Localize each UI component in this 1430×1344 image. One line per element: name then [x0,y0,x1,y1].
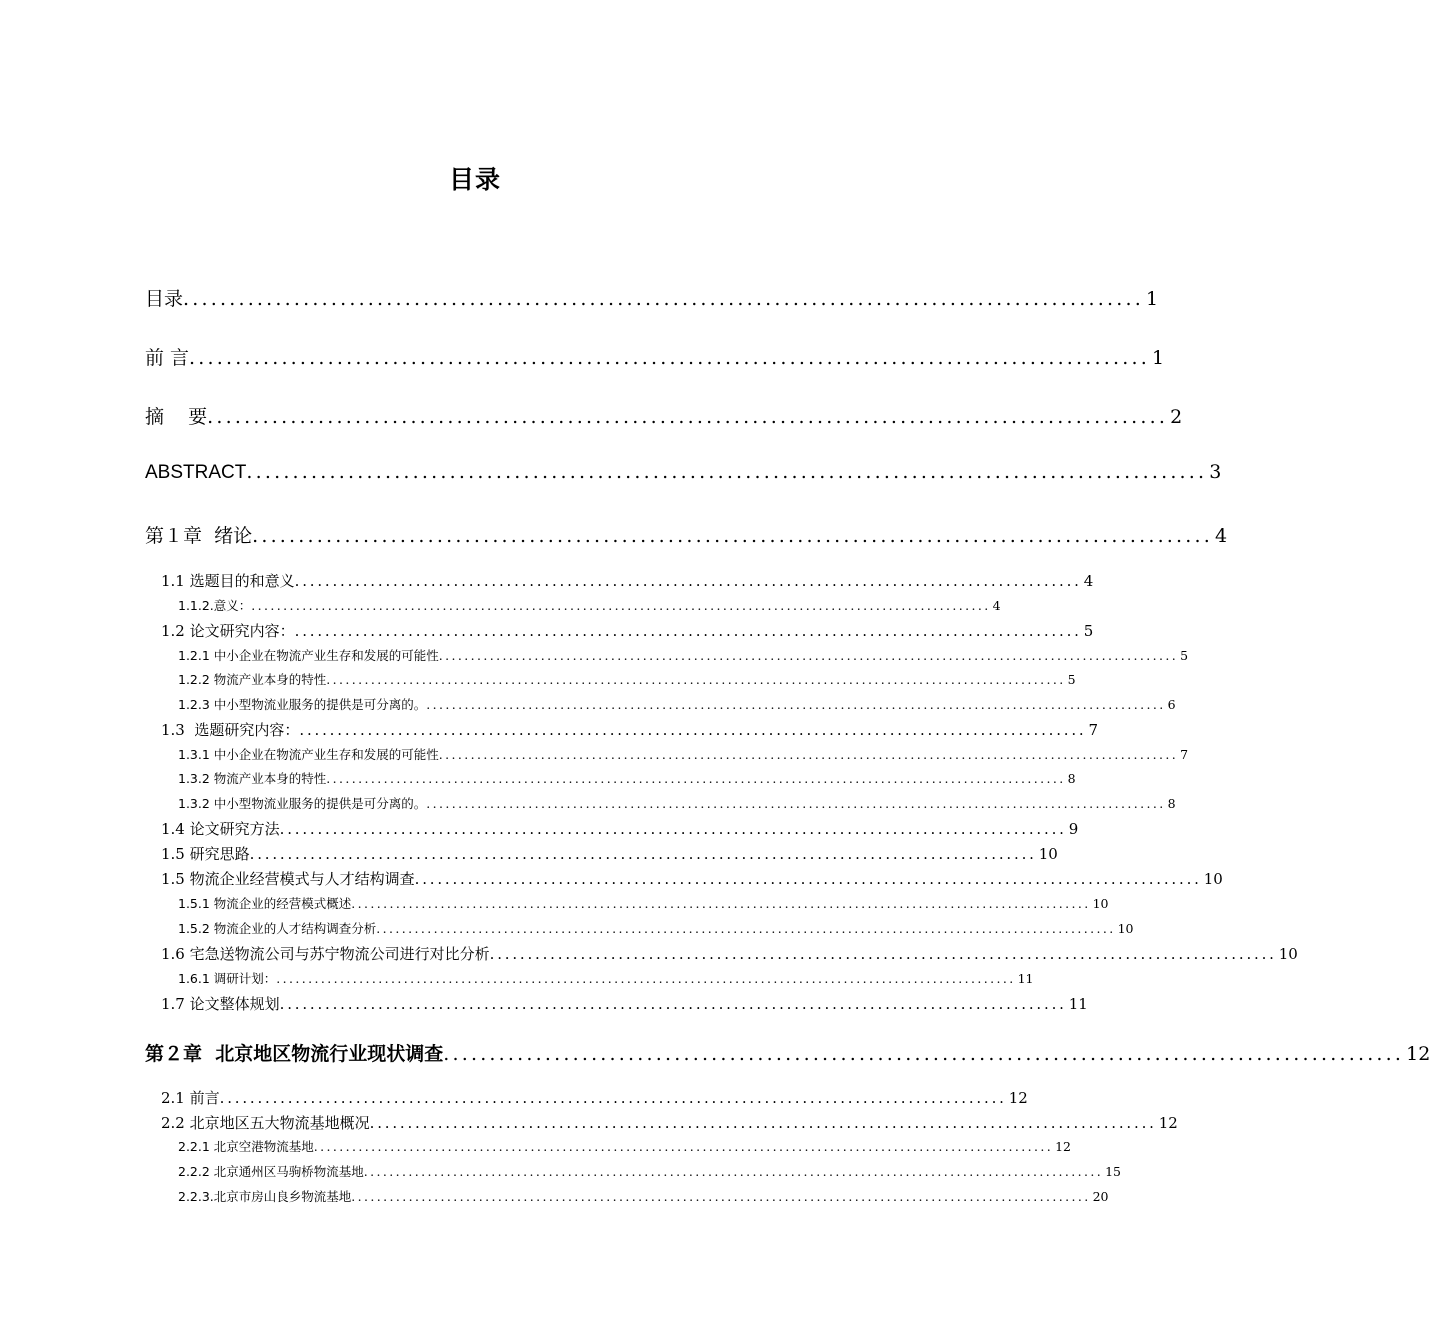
toc-entry-label: 1.2 论文研究内容： [161,622,295,640]
toc-entry-2-2-1[interactable] [178,1137,1071,1155]
toc-entry-label: 2.1 前言 [161,1089,220,1107]
toc-leader: ........................................................................................................ [294,622,1082,640]
toc-page-number: 7 [1180,747,1189,762]
toc-page-number: 12 [1406,1043,1430,1065]
toc-page-number: 8 [1067,771,1076,786]
toc-entry-1-2[interactable] [161,620,1094,641]
toc-leader: ........................................................................................................ [249,845,1037,863]
toc-entry-label: 1.3.2 中小型物流业服务的提供是可分离的。 [178,796,427,811]
toc-entry-label: 1.3.2 物流产业本身的特性 [178,771,327,786]
toc-page-number: 11 [1068,995,1088,1013]
toc-entry-preface[interactable] [145,343,1165,370]
toc-entry-1-3-1[interactable] [178,745,1189,763]
toc-entry-1-5a[interactable] [161,843,1058,864]
toc-entry-label: 前 言 [145,347,190,369]
toc-entry-label: 2.2.3.北京市房山良乡物流基地 [178,1189,352,1204]
toc-page-number: 10 [1278,945,1298,963]
toc-entry-label: 第１章 绪论 [145,525,253,547]
toc-page-number: 1 [1151,347,1165,369]
toc-entry-1-5b[interactable] [161,868,1223,889]
toc-leader: ........................................................................................................ [189,347,1150,369]
toc-entry-1-5-2[interactable] [178,919,1134,937]
toc-page-number: 4 [1215,525,1228,547]
toc-entry-1-2-1[interactable] [178,646,1189,664]
toc-entry-label: 1.3.1 中小企业在物流产业生存和发展的可能性 [178,747,439,762]
toc-entry-1-2-3[interactable] [178,695,1176,713]
toc-page-number: 2 [1170,406,1183,428]
toc-page-number: 10 [1203,870,1223,888]
toc-entry-label: 1.5 物流企业经营模式与人才结构调查 [161,870,415,888]
toc-page-number: 5 [1083,622,1094,640]
toc-entry-label: 1.5.2 物流企业的人才结构调查分析 [178,921,377,936]
toc-entry-label: 1.7 论文整体规划 [161,995,280,1013]
toc-leader: .................................................................................................................... [376,921,1116,936]
toc-entry-2-2-2[interactable] [178,1162,1121,1180]
toc-entry-label: 1.4 论文研究方法 [161,820,280,838]
toc-entry-label: ABSTRACT [145,462,247,483]
toc-leader: ........................................................................................................ [443,1043,1405,1065]
toc-entry-1-3-2a[interactable] [178,769,1076,787]
toc-leader: .................................................................................................................... [351,1189,1091,1204]
toc-leader: .................................................................................................................... [426,796,1166,811]
toc-entry-2-2[interactable] [161,1112,1178,1133]
toc-entry-label: 1.3 选题研究内容： [161,721,300,739]
toc-leader: ........................................................................................................ [299,721,1087,739]
toc-page-number: 5 [1180,648,1189,663]
toc-entry-1-2-2[interactable] [178,670,1076,688]
toc-page-number: 12 [1055,1139,1071,1154]
toc-entry-abstract-en[interactable] [145,461,1222,484]
toc-entry-abstract-cn[interactable] [145,402,1183,429]
toc-page-number: 8 [1167,796,1176,811]
toc-page-number: 15 [1105,1164,1121,1179]
toc-leader: .................................................................................................................... [351,896,1091,911]
toc-entry-contents[interactable] [145,284,1159,311]
toc-leader: ........................................................................................................ [246,461,1208,483]
toc-page-number: 4 [992,598,1001,613]
toc-leader: ........................................................................................................ [369,1114,1157,1132]
toc-leader: ........................................................................................................ [219,1089,1007,1107]
toc-entry-1-5-1[interactable] [178,894,1109,912]
toc-entry-2-2-3[interactable] [178,1187,1109,1205]
toc-leader: ........................................................................................................ [207,406,1169,428]
toc-leader: .................................................................................................................... [276,971,1016,986]
toc-leader: .................................................................................................................... [326,771,1066,786]
toc-page-number: 20 [1092,1189,1109,1204]
toc-page-number: 12 [1158,1114,1178,1132]
toc-leader: ........................................................................................................ [183,288,1144,310]
toc-entry-label: 摘 要 [145,406,208,428]
toc-page-number: 5 [1067,672,1076,687]
toc-page-number: 10 [1038,845,1058,863]
page-title: 目录 [448,165,501,194]
toc-leader: .................................................................................................................... [313,1139,1054,1154]
toc-page-number: 12 [1008,1089,1028,1107]
toc-entry-1-3[interactable] [161,719,1099,740]
toc-leader: ........................................................................................................ [252,525,1214,547]
toc-entry-label: 1.5.1 物流企业的经营模式概述 [178,896,352,911]
toc-leader: ........................................................................................................ [294,572,1082,590]
toc-leader: ........................................................................................................ [414,870,1202,888]
toc-page-number: 1 [1145,288,1159,310]
toc-leader: .................................................................................................................... [363,1164,1104,1179]
toc-entry-1-4[interactable] [161,818,1079,839]
toc-entry-label: 1.1.2.意义： [178,598,252,613]
toc-entry-label: 1.6 宅急送物流公司与苏宁物流公司进行对比分析 [161,945,490,963]
toc-entry-2-1[interactable] [161,1087,1028,1108]
toc-page-number: 7 [1088,721,1099,739]
toc-page-number: 6 [1167,697,1176,712]
toc-leader: ........................................................................................................ [279,820,1067,838]
toc-entry-label: 1.2.1 中小企业在物流产业生存和发展的可能性 [178,648,439,663]
toc-entry-label: 目录 [145,288,184,310]
toc-entry-1-6[interactable] [161,943,1298,964]
toc-leader: .................................................................................................................... [438,747,1179,762]
toc-leader: .................................................................................................................... [438,648,1179,663]
toc-leader: .................................................................................................................... [426,697,1166,712]
toc-entry-label: 1.5 研究思路 [161,845,250,863]
toc-entry-label: 1.1 选题目的和意义 [161,572,295,590]
toc-entry-label: 1.2.3 中小型物流业服务的提供是可分离的。 [178,697,427,712]
toc-leader: ........................................................................................................ [279,995,1067,1013]
toc-entry-label: 1.6.1 调研计划： [178,971,277,986]
toc-leader: .................................................................................................................... [251,598,991,613]
toc-entry-label: 1.2.2 物流产业本身的特性 [178,672,327,687]
toc-entry-1-1-2[interactable] [178,596,1001,614]
toc-entry-chapter-1[interactable] [145,521,1228,548]
toc-page-number: 3 [1209,461,1222,483]
toc-entry-label: 2.2 北京地区五大物流基地概况 [161,1114,370,1132]
toc-entry-1-6-1[interactable] [178,969,1034,987]
toc-page-number: 10 [1117,921,1134,936]
toc-leader: .................................................................................................................... [326,672,1066,687]
toc-entry-chapter-2[interactable] [145,1039,1430,1066]
toc-entry-label: 2.2.2 北京通州区马驹桥物流基地 [178,1164,364,1179]
toc-entry-1-7[interactable] [161,993,1088,1014]
toc-page-number: 9 [1068,820,1079,838]
toc-page-number: 4 [1083,572,1094,590]
toc-entry-label: 第２章 北京地区物流行业现状调查 [145,1043,444,1065]
toc-entry-1-3-2b[interactable] [178,794,1176,812]
toc-leader: ........................................................................................................ [489,945,1277,963]
toc-entry-label: 2.2.1 北京空港物流基地 [178,1139,314,1154]
toc-page-number: 10 [1092,896,1109,911]
toc-page-number: 11 [1017,971,1034,986]
toc-entry-1-1[interactable] [161,570,1094,591]
